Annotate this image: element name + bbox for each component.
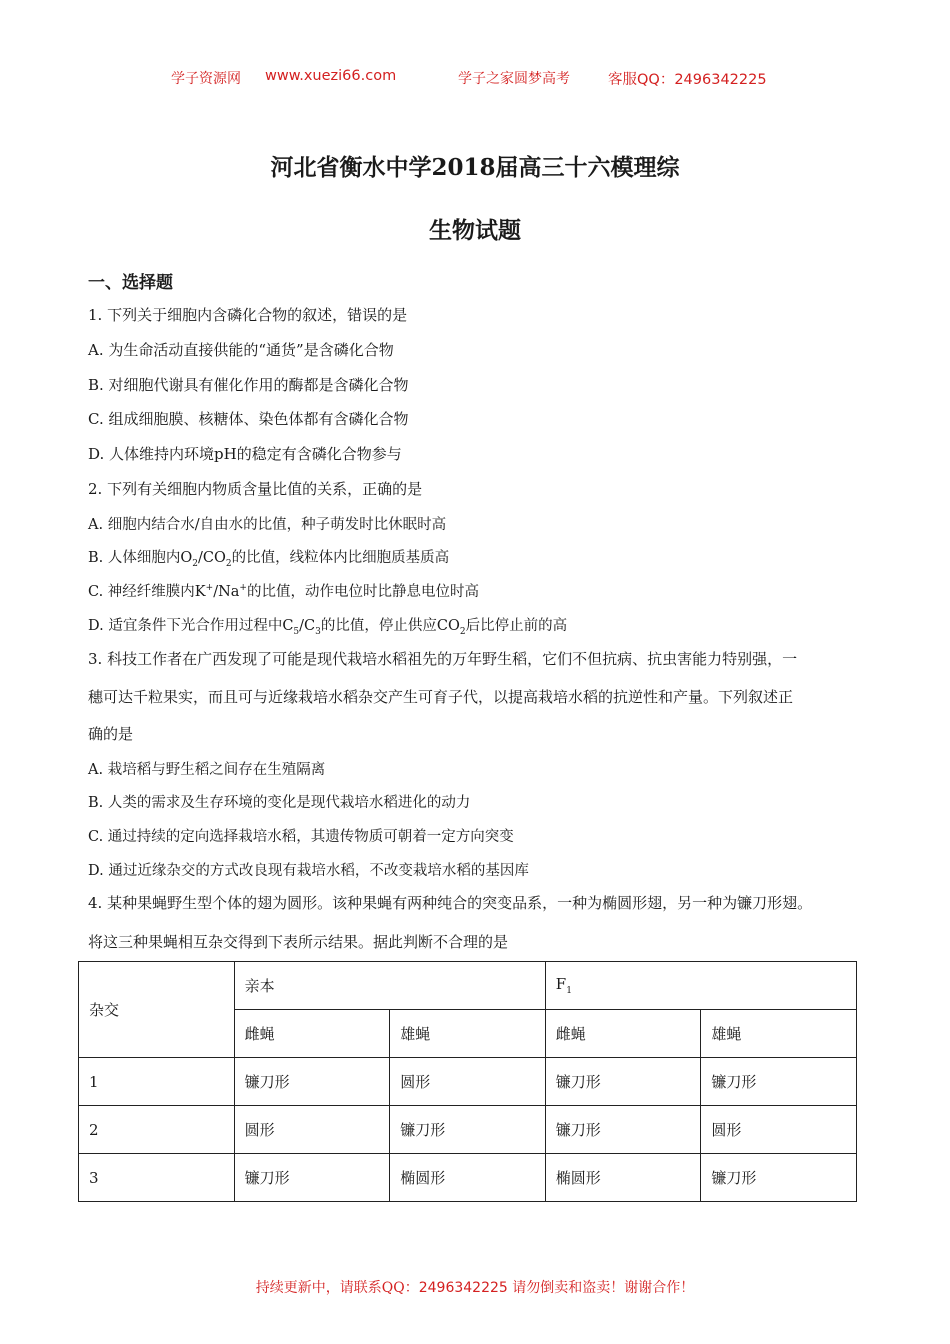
- table-header-cross: 杂交: [79, 962, 235, 1058]
- question-3-stem-line-2: 穗可达千粒果实，而且可与近缘栽培水稻杂交产生可育子代，以提高栽培水稻的抗逆性和产量。下列叙述正: [88, 688, 794, 706]
- section-heading: 一、选择题: [88, 273, 173, 293]
- table-cell: 1: [79, 1058, 235, 1106]
- question-2-option-b: B. 人体细胞内$O_2/CO_2$的比值，线粒体内比细胞质基质高: [88, 550, 450, 569]
- page-header: [0, 68, 950, 90]
- table-header-row: [79, 962, 857, 1010]
- table-header-f1-male: 雄蝇: [701, 1010, 857, 1058]
- header-contact-qq: 客服QQ：2496342225: [608, 72, 767, 88]
- question-3-option-d: D. 通过近缘杂交的方式改良现有栽培水稻，不改变栽培水稻的基因库: [88, 863, 529, 879]
- table-header-parent-female: 雌蝇: [234, 1010, 390, 1058]
- question-3-stem-line-3: 确的是: [88, 725, 134, 743]
- header-url-link[interactable]: www.xuezi66.com: [265, 68, 397, 84]
- table-header-f1: $F_1$: [545, 962, 856, 1010]
- table-header-f1-female: 雌蝇: [545, 1010, 701, 1058]
- table-header-parent-male: 雄蝇: [390, 1010, 546, 1058]
- table-row: [79, 1106, 857, 1154]
- table-cell: 3: [79, 1154, 235, 1202]
- table-cell: 圆形: [701, 1106, 857, 1154]
- table-cell: 镰刀形: [545, 1058, 701, 1106]
- question-2-stem: 2. 下列有关细胞内物质含量比值的关系，正确的是: [88, 480, 423, 498]
- question-2-option-d: D. 适宜条件下光合作用过程中$C_5/C_3$的比值，停止供应$CO_2$后比停止前的高: [88, 618, 568, 637]
- question-1-stem: 1. 下列关于细胞内含磷化合物的叙述，错误的是: [88, 306, 408, 324]
- table-cell: 圆形: [234, 1106, 390, 1154]
- question-1-option-c: C. 组成细胞膜、核糖体、染色体都有含磷化合物: [88, 410, 409, 428]
- question-3-option-c: C. 通过持续的定向选择栽培水稻，其遗传物质可朝着一定方向突变: [88, 829, 514, 845]
- table-cell: 镰刀形: [545, 1106, 701, 1154]
- table-cell: 椭圆形: [545, 1154, 701, 1202]
- table-row: [79, 1058, 857, 1106]
- question-4-stem-line-2: 将这三种果蝇相互杂交得到下表所示结果。据此判断不合理的是: [88, 933, 509, 951]
- table-cell: 镰刀形: [234, 1154, 390, 1202]
- question-2-option-a: A. 细胞内结合水/自由水的比值，种子萌发时比休眠时高: [88, 517, 447, 533]
- table-cell: 镰刀形: [390, 1106, 546, 1154]
- table-row: [79, 1154, 857, 1202]
- header-site-name: 学子资源网: [171, 71, 241, 87]
- header-slogan: 学子之家圆梦高考: [458, 71, 570, 87]
- table-cell: 镰刀形: [701, 1154, 857, 1202]
- question-4-stem-line-1: 4. 某种果蝇野生型个体的翅为圆形。该种果蝇有两种纯合的突变品系，一种为椭圆形翅，另一种为镰刀形翅。: [88, 894, 813, 912]
- table-cell: 镰刀形: [234, 1058, 390, 1106]
- question-1-option-a: A. 为生命活动直接供能的“通货”是含磷化合物: [88, 341, 394, 359]
- question-3-stem-line-1: 3. 科技工作者在广西发现了可能是现代栽培水稻祖先的万年野生稻，它们不但抗病、抗虫害能力特别强，一: [88, 650, 798, 668]
- question-3-option-a: A. 栽培稻与野生稻之间存在生殖隔离: [88, 762, 326, 778]
- question-1-option-d: D. 人体维持内环境pH的稳定有含磷化合物参与: [88, 445, 402, 463]
- table-header-parents: 亲本: [234, 962, 545, 1010]
- page-footer: 持续更新中，请联系QQ：2496342225 请勿倒卖和盗卖！谢谢合作！: [255, 1280, 695, 1296]
- table-cell: 镰刀形: [701, 1058, 857, 1106]
- document-subtitle: 生物试题: [429, 217, 521, 244]
- question-1-option-b: B. 对细胞代谢具有催化作用的酶都是含磷化合物: [88, 376, 409, 394]
- table-cell: 圆形: [390, 1058, 546, 1106]
- cross-results-table: [78, 961, 857, 1202]
- table-cell: 2: [79, 1106, 235, 1154]
- document-title: 河北省衡水中学2018届高三十六模理综: [270, 154, 680, 181]
- question-3-option-b: B. 人类的需求及生存环境的变化是现代栽培水稻进化的动力: [88, 795, 471, 811]
- table-cell: 椭圆形: [390, 1154, 546, 1202]
- question-2-option-c: C. 神经纤维膜内K+/Na+的比值，动作电位时比静息电位时高: [88, 583, 479, 600]
